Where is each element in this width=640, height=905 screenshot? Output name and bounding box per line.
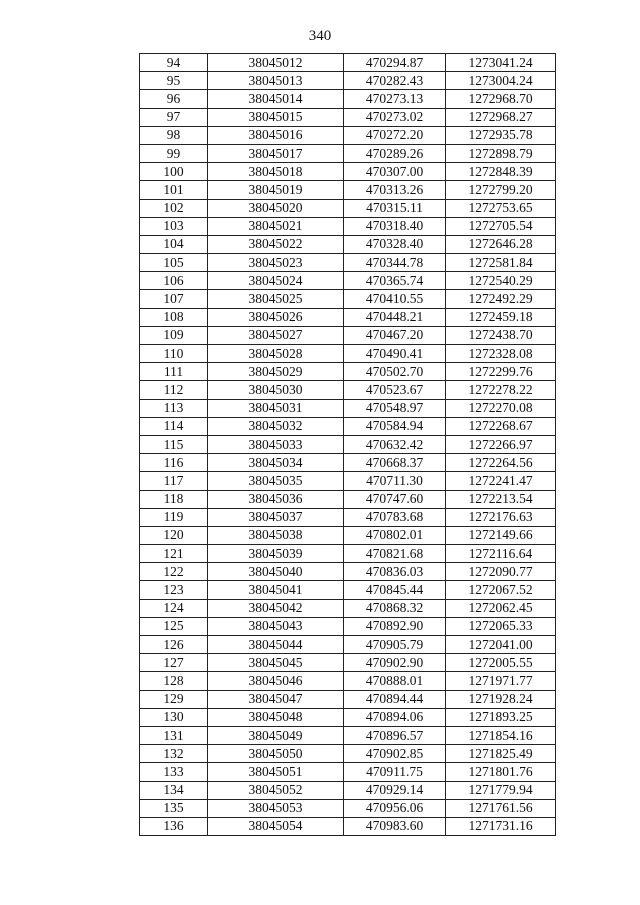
point-id-cell: 38045021 [208, 217, 344, 235]
y-coordinate-cell: 1272492.29 [446, 290, 556, 308]
y-coordinate-cell: 1272241.47 [446, 472, 556, 490]
row-index-cell: 132 [140, 745, 208, 763]
row-index-cell: 116 [140, 454, 208, 472]
point-id-cell: 38045014 [208, 90, 344, 108]
table-row [140, 654, 556, 672]
point-id-cell: 38045052 [208, 781, 344, 799]
x-coordinate-cell: 470894.44 [344, 690, 446, 708]
point-id-cell: 38045039 [208, 545, 344, 563]
point-id-cell: 38045020 [208, 199, 344, 217]
table-row [140, 690, 556, 708]
y-coordinate-cell: 1273004.24 [446, 72, 556, 90]
x-coordinate-cell: 470632.42 [344, 435, 446, 453]
table-row [140, 417, 556, 435]
coordinates-table-body [140, 54, 556, 836]
x-coordinate-cell: 470523.67 [344, 381, 446, 399]
table-row [140, 708, 556, 726]
row-index-cell: 120 [140, 526, 208, 544]
table-row [140, 272, 556, 290]
x-coordinate-cell: 470892.90 [344, 617, 446, 635]
table-row [140, 254, 556, 272]
table-row [140, 381, 556, 399]
point-id-cell: 38045029 [208, 363, 344, 381]
table-row [140, 163, 556, 181]
y-coordinate-cell: 1272278.22 [446, 381, 556, 399]
y-coordinate-cell: 1272968.70 [446, 90, 556, 108]
y-coordinate-cell: 1272935.78 [446, 126, 556, 144]
point-id-cell: 38045041 [208, 581, 344, 599]
point-id-cell: 38045025 [208, 290, 344, 308]
row-index-cell: 133 [140, 763, 208, 781]
point-id-cell: 38045022 [208, 235, 344, 253]
y-coordinate-cell: 1272116.64 [446, 545, 556, 563]
y-coordinate-cell: 1272438.70 [446, 326, 556, 344]
row-index-cell: 99 [140, 144, 208, 162]
row-index-cell: 129 [140, 690, 208, 708]
y-coordinate-cell: 1272753.65 [446, 199, 556, 217]
table-row [140, 290, 556, 308]
point-id-cell: 38045016 [208, 126, 344, 144]
x-coordinate-cell: 470894.06 [344, 708, 446, 726]
x-coordinate-cell: 470289.26 [344, 144, 446, 162]
row-index-cell: 103 [140, 217, 208, 235]
y-coordinate-cell: 1271779.94 [446, 781, 556, 799]
y-coordinate-cell: 1272268.67 [446, 417, 556, 435]
x-coordinate-cell: 470313.26 [344, 181, 446, 199]
point-id-cell: 38045036 [208, 490, 344, 508]
point-id-cell: 38045053 [208, 799, 344, 817]
x-coordinate-cell: 470836.03 [344, 563, 446, 581]
table-row [140, 126, 556, 144]
x-coordinate-cell: 470548.97 [344, 399, 446, 417]
x-coordinate-cell: 470282.43 [344, 72, 446, 90]
table-row [140, 781, 556, 799]
point-id-cell: 38045038 [208, 526, 344, 544]
table-row [140, 217, 556, 235]
row-index-cell: 135 [140, 799, 208, 817]
y-coordinate-cell: 1272898.79 [446, 144, 556, 162]
x-coordinate-cell: 470888.01 [344, 672, 446, 690]
y-coordinate-cell: 1271761.56 [446, 799, 556, 817]
row-index-cell: 101 [140, 181, 208, 199]
y-coordinate-cell: 1271971.77 [446, 672, 556, 690]
row-index-cell: 115 [140, 435, 208, 453]
x-coordinate-cell: 470584.94 [344, 417, 446, 435]
x-coordinate-cell: 470821.68 [344, 545, 446, 563]
point-id-cell: 38045045 [208, 654, 344, 672]
x-coordinate-cell: 470747.60 [344, 490, 446, 508]
table-row [140, 108, 556, 126]
table-row [140, 672, 556, 690]
row-index-cell: 123 [140, 581, 208, 599]
point-id-cell: 38045013 [208, 72, 344, 90]
point-id-cell: 38045030 [208, 381, 344, 399]
row-index-cell: 113 [140, 399, 208, 417]
point-id-cell: 38045034 [208, 454, 344, 472]
y-coordinate-cell: 1271731.16 [446, 817, 556, 835]
table-row [140, 599, 556, 617]
row-index-cell: 111 [140, 363, 208, 381]
x-coordinate-cell: 470668.37 [344, 454, 446, 472]
point-id-cell: 38045024 [208, 272, 344, 290]
table-row [140, 563, 556, 581]
y-coordinate-cell: 1272968.27 [446, 108, 556, 126]
point-id-cell: 38045043 [208, 617, 344, 635]
x-coordinate-cell: 470273.13 [344, 90, 446, 108]
point-id-cell: 38045018 [208, 163, 344, 181]
x-coordinate-cell: 470711.30 [344, 472, 446, 490]
row-index-cell: 114 [140, 417, 208, 435]
point-id-cell: 38045035 [208, 472, 344, 490]
point-id-cell: 38045048 [208, 708, 344, 726]
y-coordinate-cell: 1272540.29 [446, 272, 556, 290]
table-row [140, 363, 556, 381]
y-coordinate-cell: 1272065.33 [446, 617, 556, 635]
x-coordinate-cell: 470502.70 [344, 363, 446, 381]
x-coordinate-cell: 470868.32 [344, 599, 446, 617]
row-index-cell: 102 [140, 199, 208, 217]
row-index-cell: 130 [140, 708, 208, 726]
x-coordinate-cell: 470911.75 [344, 763, 446, 781]
point-id-cell: 38045017 [208, 144, 344, 162]
y-coordinate-cell: 1271825.49 [446, 745, 556, 763]
point-id-cell: 38045054 [208, 817, 344, 835]
point-id-cell: 38045015 [208, 108, 344, 126]
x-coordinate-cell: 470905.79 [344, 636, 446, 654]
row-index-cell: 96 [140, 90, 208, 108]
x-coordinate-cell: 470315.11 [344, 199, 446, 217]
row-index-cell: 110 [140, 345, 208, 363]
x-coordinate-cell: 470956.06 [344, 799, 446, 817]
row-index-cell: 97 [140, 108, 208, 126]
point-id-cell: 38045023 [208, 254, 344, 272]
y-coordinate-cell: 1272067.52 [446, 581, 556, 599]
x-coordinate-cell: 470294.87 [344, 54, 446, 72]
x-coordinate-cell: 470307.00 [344, 163, 446, 181]
row-index-cell: 127 [140, 654, 208, 672]
row-index-cell: 109 [140, 326, 208, 344]
table-row [140, 545, 556, 563]
x-coordinate-cell: 470783.68 [344, 508, 446, 526]
point-id-cell: 38045037 [208, 508, 344, 526]
y-coordinate-cell: 1272459.18 [446, 308, 556, 326]
row-index-cell: 106 [140, 272, 208, 290]
y-coordinate-cell: 1272176.63 [446, 508, 556, 526]
point-id-cell: 38045031 [208, 399, 344, 417]
table-row [140, 399, 556, 417]
y-coordinate-cell: 1272581.84 [446, 254, 556, 272]
x-coordinate-cell: 470344.78 [344, 254, 446, 272]
y-coordinate-cell: 1272264.56 [446, 454, 556, 472]
table-row [140, 54, 556, 72]
row-index-cell: 100 [140, 163, 208, 181]
row-index-cell: 126 [140, 636, 208, 654]
x-coordinate-cell: 470902.90 [344, 654, 446, 672]
x-coordinate-cell: 470902.85 [344, 745, 446, 763]
point-id-cell: 38045027 [208, 326, 344, 344]
table-row [140, 345, 556, 363]
y-coordinate-cell: 1272646.28 [446, 235, 556, 253]
table-row [140, 72, 556, 90]
y-coordinate-cell: 1273041.24 [446, 54, 556, 72]
x-coordinate-cell: 470490.41 [344, 345, 446, 363]
table-row [140, 799, 556, 817]
y-coordinate-cell: 1271801.76 [446, 763, 556, 781]
table-row [140, 745, 556, 763]
point-id-cell: 38045049 [208, 726, 344, 744]
x-coordinate-cell: 470448.21 [344, 308, 446, 326]
y-coordinate-cell: 1272062.45 [446, 599, 556, 617]
table-row [140, 90, 556, 108]
table-row [140, 144, 556, 162]
table-row [140, 472, 556, 490]
y-coordinate-cell: 1272328.08 [446, 345, 556, 363]
x-coordinate-cell: 470318.40 [344, 217, 446, 235]
table-row [140, 308, 556, 326]
y-coordinate-cell: 1272005.55 [446, 654, 556, 672]
x-coordinate-cell: 470273.02 [344, 108, 446, 126]
row-index-cell: 124 [140, 599, 208, 617]
row-index-cell: 119 [140, 508, 208, 526]
table-row [140, 526, 556, 544]
y-coordinate-cell: 1272799.20 [446, 181, 556, 199]
x-coordinate-cell: 470802.01 [344, 526, 446, 544]
y-coordinate-cell: 1272149.66 [446, 526, 556, 544]
x-coordinate-cell: 470467.20 [344, 326, 446, 344]
row-index-cell: 125 [140, 617, 208, 635]
table-row [140, 326, 556, 344]
table-row [140, 636, 556, 654]
row-index-cell: 95 [140, 72, 208, 90]
x-coordinate-cell: 470845.44 [344, 581, 446, 599]
point-id-cell: 38045032 [208, 417, 344, 435]
point-id-cell: 38045040 [208, 563, 344, 581]
y-coordinate-cell: 1271854.16 [446, 726, 556, 744]
row-index-cell: 121 [140, 545, 208, 563]
row-index-cell: 98 [140, 126, 208, 144]
row-index-cell: 117 [140, 472, 208, 490]
x-coordinate-cell: 470328.40 [344, 235, 446, 253]
point-id-cell: 38045044 [208, 636, 344, 654]
point-id-cell: 38045012 [208, 54, 344, 72]
row-index-cell: 105 [140, 254, 208, 272]
row-index-cell: 122 [140, 563, 208, 581]
y-coordinate-cell: 1272270.08 [446, 399, 556, 417]
row-index-cell: 118 [140, 490, 208, 508]
table-row [140, 435, 556, 453]
row-index-cell: 94 [140, 54, 208, 72]
table-row [140, 617, 556, 635]
point-id-cell: 38045047 [208, 690, 344, 708]
y-coordinate-cell: 1272213.54 [446, 490, 556, 508]
row-index-cell: 134 [140, 781, 208, 799]
point-id-cell: 38045050 [208, 745, 344, 763]
table-row [140, 454, 556, 472]
table-row [140, 199, 556, 217]
page-number: 340 [308, 28, 332, 44]
table-row [140, 490, 556, 508]
point-id-cell: 38045051 [208, 763, 344, 781]
point-id-cell: 38045028 [208, 345, 344, 363]
row-index-cell: 107 [140, 290, 208, 308]
row-index-cell: 136 [140, 817, 208, 835]
table-row [140, 763, 556, 781]
table-row [140, 181, 556, 199]
row-index-cell: 131 [140, 726, 208, 744]
coordinates-table [139, 53, 556, 836]
x-coordinate-cell: 470410.55 [344, 290, 446, 308]
y-coordinate-cell: 1272090.77 [446, 563, 556, 581]
table-row [140, 235, 556, 253]
x-coordinate-cell: 470365.74 [344, 272, 446, 290]
y-coordinate-cell: 1272041.00 [446, 636, 556, 654]
table-row [140, 817, 556, 835]
x-coordinate-cell: 470983.60 [344, 817, 446, 835]
x-coordinate-cell: 470896.57 [344, 726, 446, 744]
point-id-cell: 38045033 [208, 435, 344, 453]
x-coordinate-cell: 470929.14 [344, 781, 446, 799]
row-index-cell: 128 [140, 672, 208, 690]
y-coordinate-cell: 1271928.24 [446, 690, 556, 708]
x-coordinate-cell: 470272.20 [344, 126, 446, 144]
point-id-cell: 38045019 [208, 181, 344, 199]
point-id-cell: 38045026 [208, 308, 344, 326]
y-coordinate-cell: 1272705.54 [446, 217, 556, 235]
y-coordinate-cell: 1272266.97 [446, 435, 556, 453]
point-id-cell: 38045046 [208, 672, 344, 690]
y-coordinate-cell: 1271893.25 [446, 708, 556, 726]
table-row [140, 508, 556, 526]
point-id-cell: 38045042 [208, 599, 344, 617]
table-row [140, 581, 556, 599]
y-coordinate-cell: 1272299.76 [446, 363, 556, 381]
table-row [140, 726, 556, 744]
row-index-cell: 104 [140, 235, 208, 253]
row-index-cell: 112 [140, 381, 208, 399]
y-coordinate-cell: 1272848.39 [446, 163, 556, 181]
row-index-cell: 108 [140, 308, 208, 326]
